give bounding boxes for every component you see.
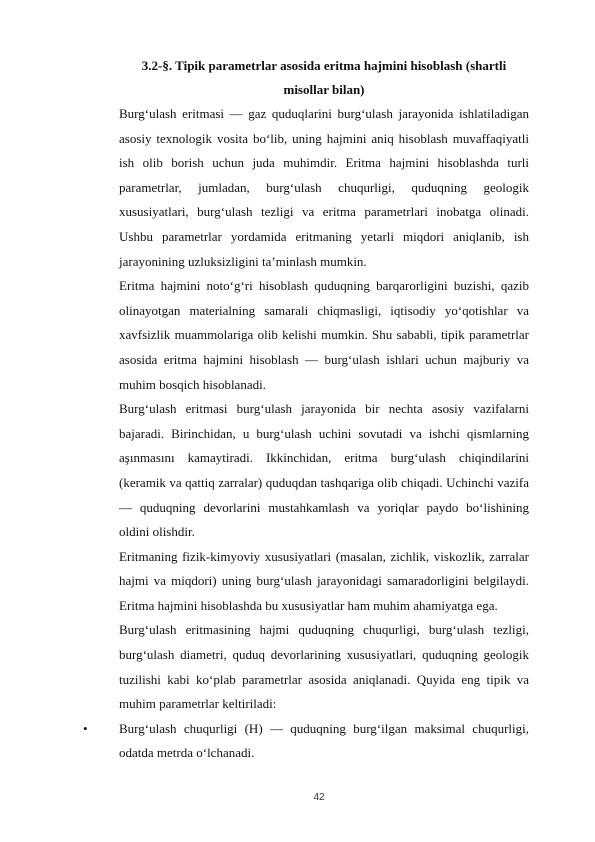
paragraph-1 [119,102,529,274]
paragraph-2 [119,274,529,397]
parameter-list [83,717,529,766]
body-text [83,102,529,766]
paragraph-3-text: Burg‘ulash eritmasi burg‘ulash jarayonida bir nechta asosiy vazifalarni bajaradi. Birinchidan, u burg‘ulash uchini sovutadi va ishchi qismlarning aşınmasını kamaytiradi. Ikkinchidan, eritma burg‘ulash chiqindilarini (keramik va qattiq zarralar) quduqdan tashqariga olib chiqadi. Uchinchi vazifa — quduqning devorlarini mustahkamlash va yoriqlar paydo bo‘lishining oldini olishdir. [119,401,529,540]
section-heading-line-1: 3.2-§. Tipik parametrlar asosida eritma hajmini hisoblash (shartli [141,58,507,73]
section-heading-line-2: misollar bilan) [283,82,365,97]
section-heading [119,54,529,102]
paragraph-2-text: Eritma hajmini noto‘g‘ri hisoblash quduqning barqarorligini buzishi, qazib olinayotgan materialning samarali chiqmasligi, iqtisodiy yo‘qotishlar va xavfsizlik muammolariga olib kelishi mumkin. Shu sababli, tipik parametrlar asosida eritma hajmini hisoblash — burg‘ulash ishlari uchun majburiy va muhim bosqich hisoblanadi. [119,278,529,392]
bullet-icon: • [83,720,88,736]
paragraph-1-text: Burg‘ulash eritmasi — gaz quduqlarini burg‘ulash jarayonida ishlatiladigan asosiy texnologik vosita bo‘lib, uning hajmini aniq hisoblash muvaffaqiyatli ish olib borish uchun juda muhimdir. Eritma hajmini hisoblashda turli parametrlar, jumladan, burg‘ulash chuqurligi, quduqning geologik xususiyatlari, burg‘ulash tezligi va eritma parametrlari inobatga olinadi. Ushbu parametrlar yordamida eritmaning yetarli miqdori aniqlanib, ish jarayonining uzluksizligini ta’minlash mumkin. [119,106,529,269]
page-number: 42 [313,792,325,803]
paragraph-4 [119,545,529,619]
paragraph-5-text: Burg‘ulash eritmasining hajmi quduqning chuqurligi, burg‘ulash tezligi, burg‘ulash diametri, quduq devorlarining xususiyatlari, quduqning geologik tuzilishi kabi ko‘plab parametrlar asosida aniqlanadi. Quyida eng tipik va muhim parametrlar keltiriladi: [119,622,529,712]
paragraph-4-text: Eritmaning fizik-kimyoviy xususiyatlari (masalan, zichlik, viskozlik, zarralar hajmi va miqdori) uning burg‘ulash jarayonidagi samaradorligini belgilaydi. Eritma hajmini hisoblashda bu xususiyatlar ham muhim ahamiyatga ega. [119,548,529,613]
list-item-text: Burg‘ulash chuqurligi (H) — quduqning burg‘ilgan maksimal chuqurligi, odatda metrda o‘lchanadi. [119,720,529,761]
list-item [83,717,529,766]
paragraph-5 [119,618,529,716]
paragraph-3 [119,397,529,545]
